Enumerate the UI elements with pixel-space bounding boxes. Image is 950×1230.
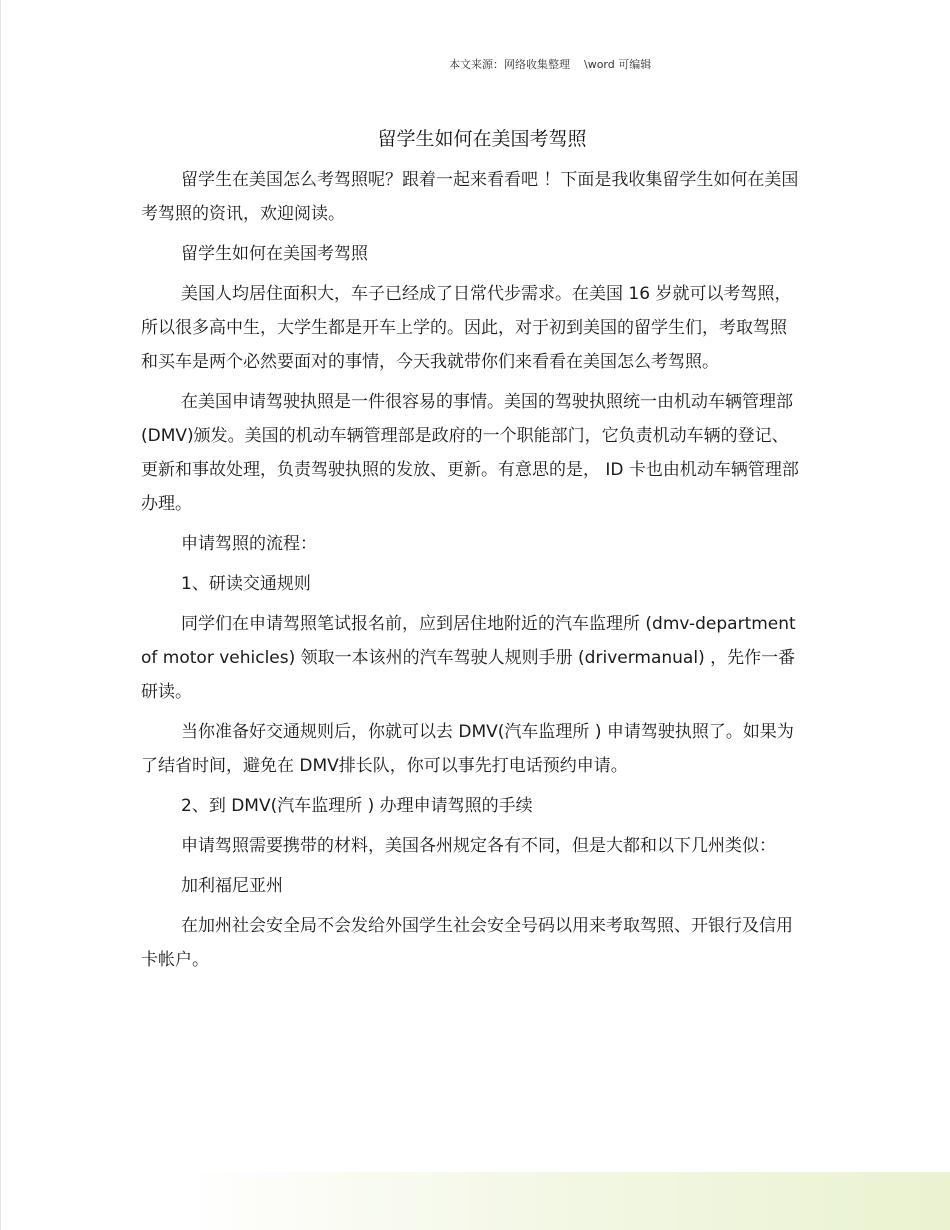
paragraph-dmv: 在美国申请驾驶执照是一件很容易的事情。美国的驾驶执照统一由机动车辆管理部 (DMV)颁发。美国的机动车辆管理部是政府的一个职能部门，它负责机动车辆的登记、更新和事故处理，负责驾驶执照的发放、更新。有意思的是， ID 卡也由机动车辆管理部办理。 — [141, 392, 799, 514]
page-footer-decoration — [181, 1172, 950, 1230]
document-title: 留学生如何在美国考驾照 — [377, 128, 587, 150]
paragraph-step2-heading: 2、到 DMV(汽车监理所 ) 办理申请驾照的手续 — [181, 796, 533, 816]
paragraph-california-heading: 加利福尼亚州 — [181, 876, 283, 896]
paragraph-step1-appointment: 当你准备好交通规则后，你就可以去 DMV(汽车监理所 ) 申请驾驶执照了。如果为了结省时间，避免在 DMV排长队，你可以事先打电话预约申请。 — [141, 722, 794, 776]
paragraph-materials: 申请驾照需要携带的材料，美国各州规定各有不同，但是大都和以下几州类似： — [181, 836, 776, 856]
document-body — [141, 163, 801, 977]
source-note: 本文来源：网络收集整理 \word 可编辑 — [449, 58, 652, 71]
paragraph-california-body: 在加州社会安全局不会发给外国学生社会安全号码以用来考取驾照、开银行及信用卡帐户。 — [141, 916, 793, 970]
paragraph-step1-body: 同学们在申请驾照笔试报名前，应到居住地附近的汽车监理所 (dmv-department of motor vehicles) 领取一本该州的汽车驾驶人规则手册 (drivermanual) ，先作一番研读。 — [141, 614, 796, 702]
paragraph-intro: 留学生在美国怎么考驾照呢？跟着一起来看看吧 ！下面是我收集留学生如何在美国考驾照的资讯，欢迎阅读。 — [141, 170, 799, 224]
paragraph-step1-heading: 1、研读交通规则 — [181, 574, 311, 594]
paragraph-process-heading: 申请驾照的流程： — [181, 534, 317, 554]
paragraph-subtitle: 留学生如何在美国考驾照 — [181, 244, 368, 264]
paragraph-background: 美国人均居住面积大，车子已经成了日常代步需求。在美国 16 岁就可以考驾照，所以很多高中生，大学生都是开车上学的。因此，对于初到美国的留学生们，考取驾照和买车是两个必然要面对的事情，今天我就带你们来看看在美国怎么考驾照。 — [141, 284, 792, 372]
